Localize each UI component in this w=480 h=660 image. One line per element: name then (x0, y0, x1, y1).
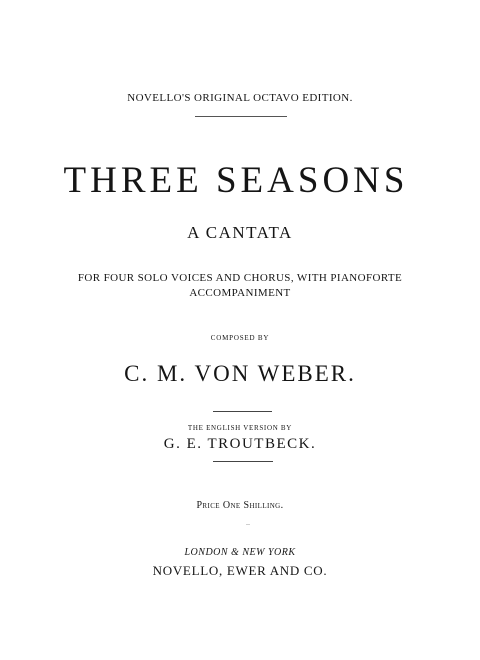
scoring-description: FOR FOUR SOLO VOICES AND CHORUS, WITH PIANOFORTE (77, 272, 403, 284)
edition-line: NOVELLO'S ORIGINAL OCTAVO EDITION. (127, 92, 353, 104)
publisher-name: NOVELLO, EWER AND CO. (152, 563, 328, 578)
work-title: THREE SEASONS (63, 160, 409, 201)
translator-name: G. E. TROUTBECK. (163, 436, 317, 452)
divider-rule (195, 116, 287, 117)
price-line: Price One Shilling. (196, 500, 284, 511)
composed-by-label: COMPOSED BY (210, 334, 270, 342)
publisher-location: LONDON & NEW YORK (184, 547, 296, 558)
english-version-label: THE ENGLISH VERSION BY (187, 424, 293, 432)
scoring-description-continued: ACCOMPANIMENT (189, 287, 291, 299)
work-subtitle: A CANTATA (187, 223, 293, 242)
divider-rule (213, 411, 272, 412)
divider-rule (213, 461, 273, 462)
print-speck (246, 524, 250, 525)
composer-name: C. M. VON WEBER. (124, 361, 356, 386)
